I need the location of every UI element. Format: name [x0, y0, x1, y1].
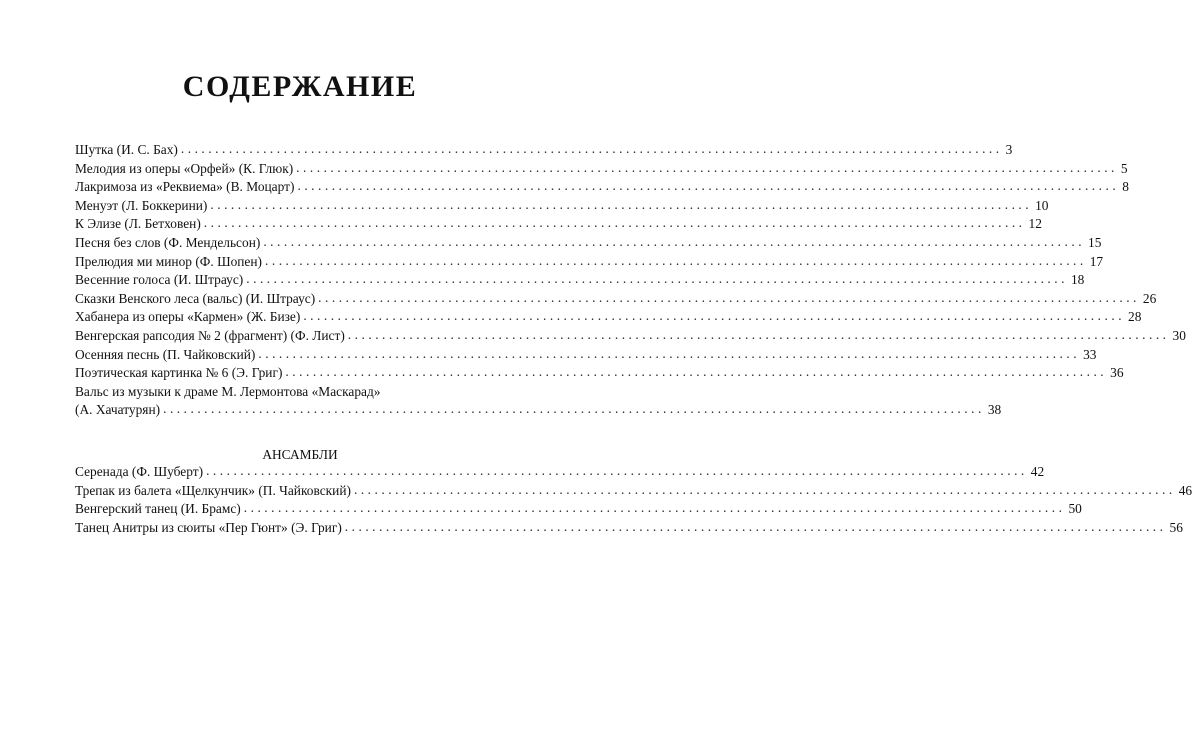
page-number: 3	[1005, 142, 1013, 157]
page-number: 10	[1035, 197, 1049, 213]
dot-leader: ........................................................................................................................	[296, 159, 1118, 175]
dot-leader: ........................................................................................................................	[206, 463, 1028, 478]
toc-entry-first-line: Вальс из музыки к драме М. Лермонтова «Маскарад»	[75, 383, 381, 399]
contents-list	[75, 141, 1186, 421]
entry-title: Шутка (И. С. Бах)	[75, 142, 178, 157]
page-number: 28	[1128, 309, 1142, 325]
entry-title: Песня без слов (Ф. Мендельсон)	[75, 234, 261, 250]
toc-entry	[75, 308, 1142, 328]
entry-title: Менуэт (Л. Боккерини)	[75, 197, 208, 213]
entry-title: Венгерская рапсодия № 2 (фрагмент) (Ф. Лист)	[75, 327, 345, 343]
dot-leader: ........................................................................................................................	[246, 271, 1068, 287]
entry-title: Лакримоза из «Реквиема» (В. Моцарт)	[75, 179, 295, 195]
entry-title: Серенада (Ф. Шуберт)	[75, 464, 204, 479]
dot-leader: ........................................................................................................................	[347, 326, 1170, 342]
dot-leader: ........................................................................................................................	[303, 308, 1126, 324]
page-number: 15	[1088, 234, 1102, 250]
toc-entry	[75, 215, 1042, 235]
page-title: СОДЕРЖАНИЕ	[182, 70, 418, 103]
page-number: 42	[1030, 464, 1045, 479]
entry-title: Венгерский танец (И. Брамс)	[75, 501, 241, 517]
toc-entry	[75, 271, 1085, 291]
toc-entry	[75, 196, 1049, 217]
dot-leader: ........................................................................................................................	[318, 289, 1140, 305]
toc-entry	[75, 518, 1183, 539]
toc-entry	[75, 500, 1082, 520]
toc-entry	[75, 326, 1186, 347]
dot-leader: ........................................................................................................................	[344, 518, 1167, 534]
dot-leader: ........................................................................................................................	[285, 364, 1108, 380]
entry-title: Осенняя песнь (П. Чайковский)	[75, 346, 256, 362]
entry-title: Весенние голоса (И. Штраус)	[75, 272, 244, 288]
toc-entry	[75, 178, 1129, 198]
entry-title: Поэтическая картинка № 6 (Э. Григ)	[75, 365, 283, 381]
page-number: 50	[1068, 501, 1082, 517]
entry-title: Танец Анитры из сюиты «Пер Гюнт» (Э. Григ)	[75, 519, 342, 535]
toc-entry	[75, 141, 1013, 161]
entry-title: Хабанера из оперы «Кармен» (Ж. Бизе)	[75, 309, 301, 325]
entry-title: Прелюдия ми минор (Ф. Шопен)	[75, 253, 263, 269]
entry-title: Мелодия из оперы «Орфей» (К. Глюк)	[75, 160, 294, 176]
page-number: 38	[987, 402, 1002, 418]
page-number: 17	[1089, 253, 1104, 269]
dot-leader: ........................................................................................................................	[353, 481, 1176, 497]
dot-leader: ........................................................................................................................	[163, 401, 985, 417]
toc-entry	[75, 252, 1104, 273]
toc-entry	[75, 345, 1097, 366]
page-number: 46	[1178, 482, 1192, 498]
dot-leader: ........................................................................................................................	[210, 196, 1033, 212]
toc-entry	[75, 463, 1045, 483]
entry-title: К Элизе (Л. Бетховен)	[75, 216, 201, 232]
entry-title: (А. Хачатурян)	[75, 402, 161, 418]
toc-entry	[75, 159, 1128, 180]
toc-entry	[75, 401, 1002, 421]
dot-leader: ........................................................................................................................	[265, 252, 1087, 268]
page-number: 26	[1142, 290, 1157, 306]
dot-leader: ........................................................................................................................	[243, 500, 1066, 516]
dot-leader: ........................................................................................................................	[258, 345, 1081, 361]
page-number: 12	[1028, 216, 1042, 232]
section-heading-ensembles: АНСАМБЛИ	[262, 447, 338, 462]
toc-entry	[75, 233, 1102, 254]
dot-leader: ........................................................................................................................	[180, 141, 1003, 156]
ensembles-list	[75, 463, 1192, 538]
entry-title: Трепак из балета «Щелкунчик» (П. Чайковский)	[75, 482, 351, 498]
page-number: 18	[1070, 272, 1085, 288]
entry-title: Сказки Венского леса (вальс) (И. Штраус)	[75, 290, 316, 306]
dot-leader: ........................................................................................................................	[297, 178, 1120, 194]
page-number: 56	[1169, 519, 1183, 535]
page-number: 5	[1120, 160, 1128, 176]
page-number: 8	[1122, 179, 1129, 195]
dot-leader: ........................................................................................................................	[263, 233, 1086, 249]
dot-leader: ........................................................................................................................	[203, 215, 1026, 231]
page-number: 30	[1172, 327, 1186, 343]
toc-entry	[75, 289, 1157, 310]
page-number: 36	[1110, 365, 1124, 381]
page-number: 33	[1083, 346, 1097, 362]
toc-entry	[75, 481, 1192, 502]
toc-entry	[75, 364, 1124, 384]
